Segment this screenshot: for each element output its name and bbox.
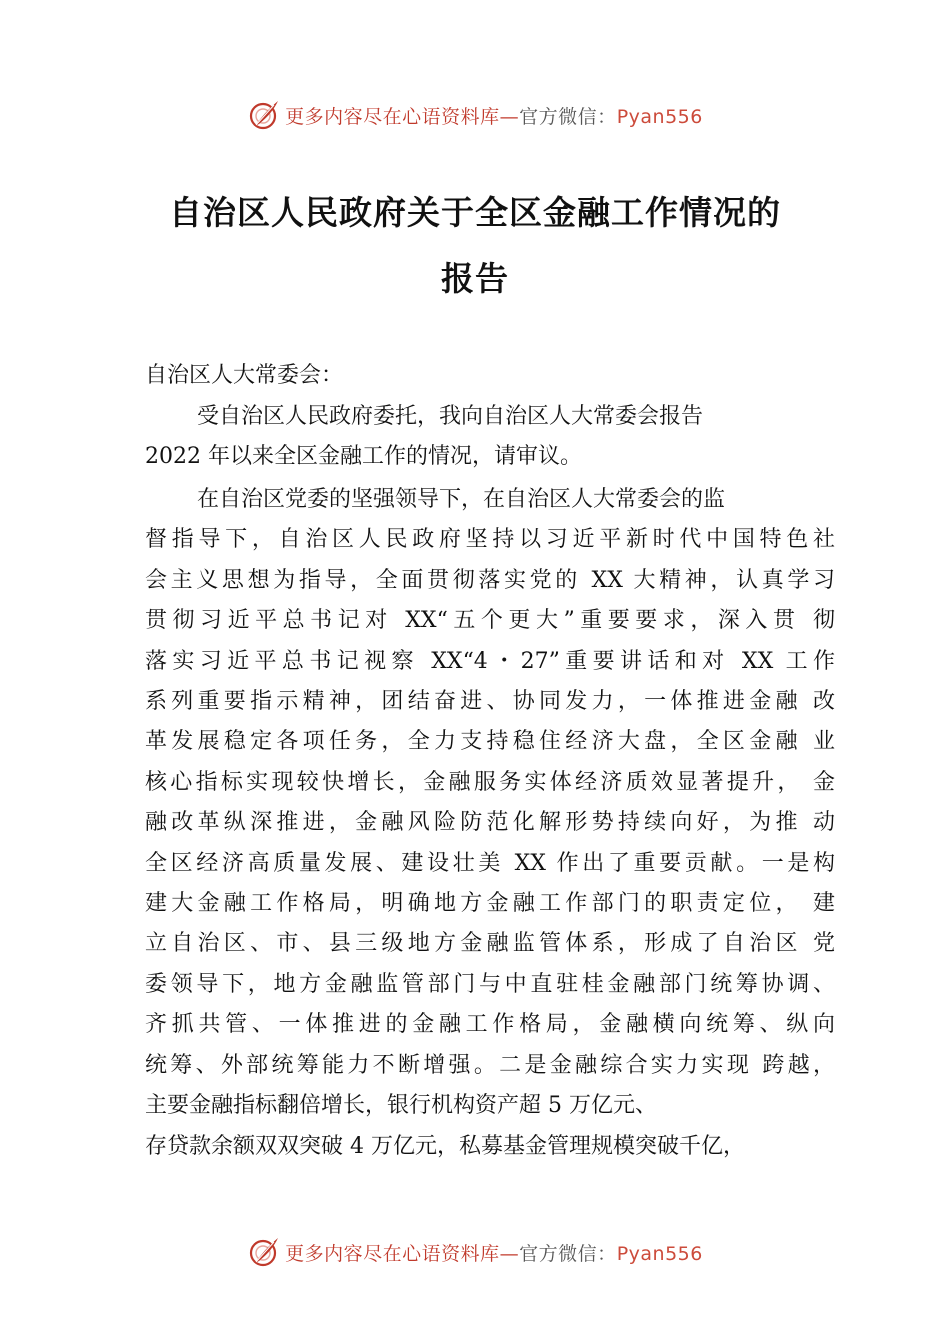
paragraph-line: 立自治区、市、县三级地方金融监管体系，形成了自治区 党 bbox=[145, 931, 835, 957]
watermark-wechat-id: Pyan556 bbox=[616, 105, 703, 128]
paragraph-line: 2022 年以来全区金融工作的情况，请审议。 bbox=[145, 444, 582, 470]
watermark-label: 官方微信 bbox=[519, 1242, 598, 1265]
watermark-text bbox=[285, 102, 703, 129]
paragraph-line: 齐抓共管、一体推进的金融工作格局，金融横向统筹、纵向 bbox=[145, 1012, 835, 1038]
paragraph-line: 会主义思想为指导，全面贯彻落实党的 XX 大精神，认真学习 bbox=[145, 567, 835, 593]
paragraph-line: 存贷款余额双双突破 4 万亿元，私募基金管理规模突破千亿， bbox=[145, 1133, 745, 1159]
paragraph-line: 系列重要指示精神，团结奋进、协同发力，一体推进金融 改 bbox=[145, 689, 835, 715]
watermark-dash: — bbox=[499, 1242, 520, 1265]
watermark-brand: 更多内容尽在心语资料库 bbox=[285, 105, 500, 128]
paragraph-line: 统筹、外部统筹能力不断增强。二是金融综合实力实现 跨越， bbox=[145, 1052, 835, 1078]
watermark-wechat-id: Pyan556 bbox=[616, 1242, 703, 1265]
document-title-line-1: 自治区人民政府关于全区金融工作情况的 bbox=[169, 193, 781, 232]
watermark-brand: 更多内容尽在心语资料库 bbox=[285, 1242, 500, 1265]
paragraph-1 bbox=[145, 397, 835, 478]
paragraph-line: 贯彻习近平总书记对 XX“五个更大”重要要求，深入贯 彻 bbox=[145, 608, 835, 634]
paragraph-line: 建大金融工作格局，明确地方金融工作部门的职责定位， 建 bbox=[145, 891, 835, 917]
watermark-text bbox=[285, 1239, 703, 1266]
paragraph-line: 在自治区党委的坚强领导下，在自治区人大常委会的监 bbox=[197, 487, 726, 512]
quill-pen-circle-icon bbox=[247, 1235, 281, 1269]
paragraph-line: 主要金融指标翻倍增长，银行机构资产超 5 万亿元、 bbox=[145, 1093, 657, 1119]
paragraph-line: 委领导下，地方金融监管部门与中直驻桂金融部门统筹协调、 bbox=[145, 971, 835, 997]
paragraph-line: 督指导下，自治区人民政府坚持以习近平新时代中国特色社 bbox=[145, 527, 835, 553]
paragraph-line: 革发展稳定各项任务，全力支持稳住经济大盘，全区金融 业 bbox=[145, 729, 835, 755]
paragraph-line: 核心指标实现较快增长，金融服务实体经济质效显著提升， 金 bbox=[145, 769, 835, 795]
paragraph-line: 融改革纵深推进，金融风险防范化解形势持续向好，为推 动 bbox=[145, 810, 835, 836]
quill-pen-circle-icon bbox=[247, 98, 281, 132]
watermark-colon: ： bbox=[597, 1242, 617, 1265]
paragraph-line: 落实习近平总书记视察 XX“4・27”重要讲话和对 XX 工作 bbox=[145, 648, 835, 674]
document-title bbox=[95, 180, 855, 312]
watermark-header bbox=[0, 95, 950, 135]
paragraph-line: 受自治区人民政府委托，我向自治区人大常委会报告 bbox=[197, 404, 704, 429]
paragraph-line: 全区经济高质量发展、建设壮美 XX 作出了重要贡献。一是构 bbox=[145, 850, 835, 876]
watermark-colon: ： bbox=[597, 105, 617, 128]
paragraph-2 bbox=[145, 480, 835, 1167]
salutation: 自治区人大常委会： bbox=[145, 363, 344, 388]
document-title-line-2: 报告 bbox=[441, 259, 509, 298]
watermark-footer bbox=[0, 1232, 950, 1272]
watermark-dash: — bbox=[499, 105, 520, 128]
watermark-label: 官方微信 bbox=[519, 105, 598, 128]
